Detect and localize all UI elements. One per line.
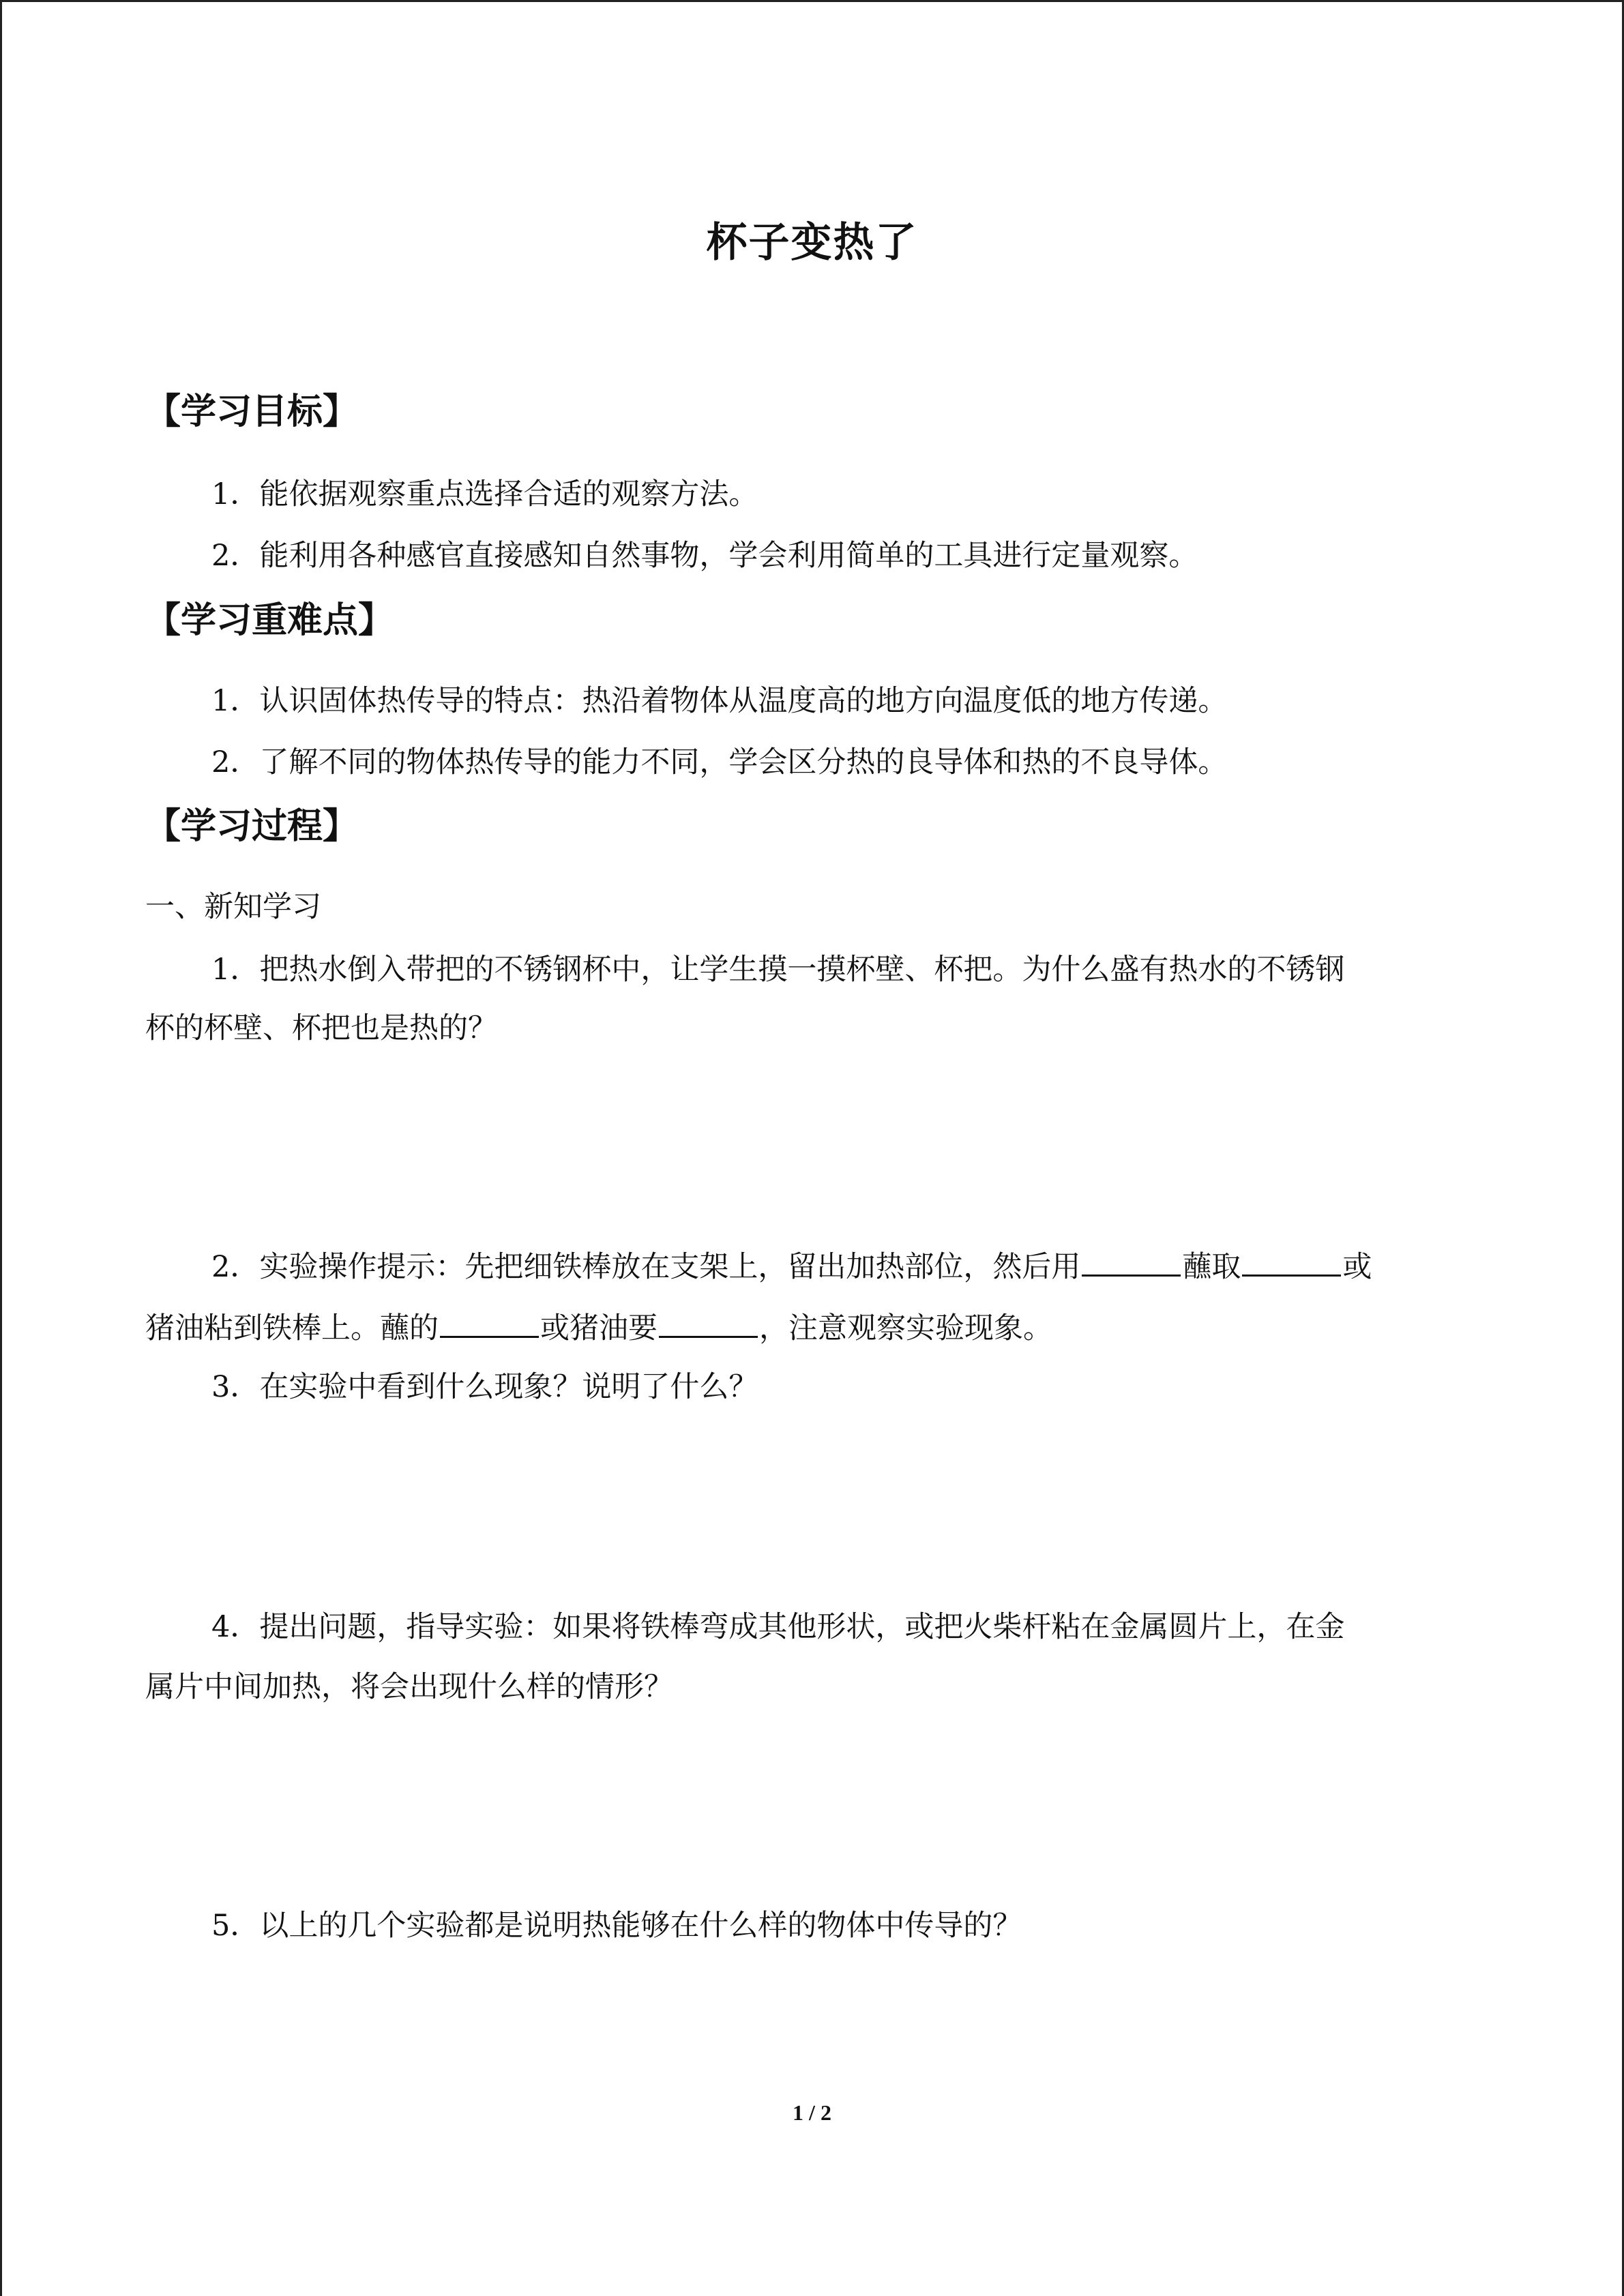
question-2-line-1 (211, 1248, 1372, 1286)
question-3: 3．在实验中看到什么现象？说明了什么？ (211, 1370, 758, 1404)
document-title: 杯子变热了 (706, 219, 918, 267)
question-2-text-b: 蘸取 (1182, 1250, 1241, 1284)
question-2-text-f: ，注意观察实验现象。 (759, 1311, 1052, 1345)
question-2-line-2 (145, 1309, 1052, 1347)
question-2-text-c: 或 (1342, 1250, 1372, 1284)
question-5: 5．以上的几个实验都是说明热能够在什么样的物体中传导的？ (211, 1909, 1022, 1943)
question-2-text-a: 2．实验操作提示：先把细铁棒放在支架上，留出加热部位，然后用 (211, 1250, 1081, 1284)
fill-blank-4[interactable] (659, 1310, 758, 1338)
key-point-item-2: 2．了解不同的物体热传导的能力不同，学会区分热的良导体和热的不良导体。 (211, 745, 1228, 779)
objective-item-2: 2．能利用各种感官直接感知自然事物，学会利用简单的工具进行定量观察。 (211, 539, 1198, 573)
fill-blank-3[interactable] (440, 1310, 539, 1338)
question-4-line-2: 属片中间加热，将会出现什么样的情形？ (145, 1670, 673, 1704)
objective-item-1: 1．能依据观察重点选择合适的观察方法。 (211, 477, 758, 511)
key-points-heading: 【学习重难点】 (145, 600, 394, 641)
fill-blank-1[interactable] (1082, 1249, 1181, 1277)
objectives-heading: 【学习目标】 (145, 391, 359, 432)
question-4-line-1: 4．提出问题，指导实验：如果将铁棒弯成其他形状，或把火柴杆粘在金属圆片上，在金 (211, 1610, 1345, 1644)
question-1-line-2: 杯的杯壁、杯把也是热的？ (145, 1011, 497, 1045)
page-number: 1 / 2 (793, 2100, 831, 2125)
question-2-text-e: 或猪油要 (540, 1311, 658, 1345)
fill-blank-2[interactable] (1242, 1249, 1341, 1277)
key-point-item-1: 1．认识固体热传导的特点：热沿着物体从温度高的地方向温度低的地方传递。 (211, 684, 1228, 718)
question-1-line-1: 1．把热水倒入带把的不锈钢杯中，让学生摸一摸杯壁、杯把。为什么盛有热水的不锈钢 (211, 953, 1345, 987)
question-2-text-d: 猪油粘到铁棒上。蘸的 (145, 1311, 439, 1345)
process-heading: 【学习过程】 (145, 806, 359, 847)
section-heading: 一、新知学习 (145, 890, 321, 924)
